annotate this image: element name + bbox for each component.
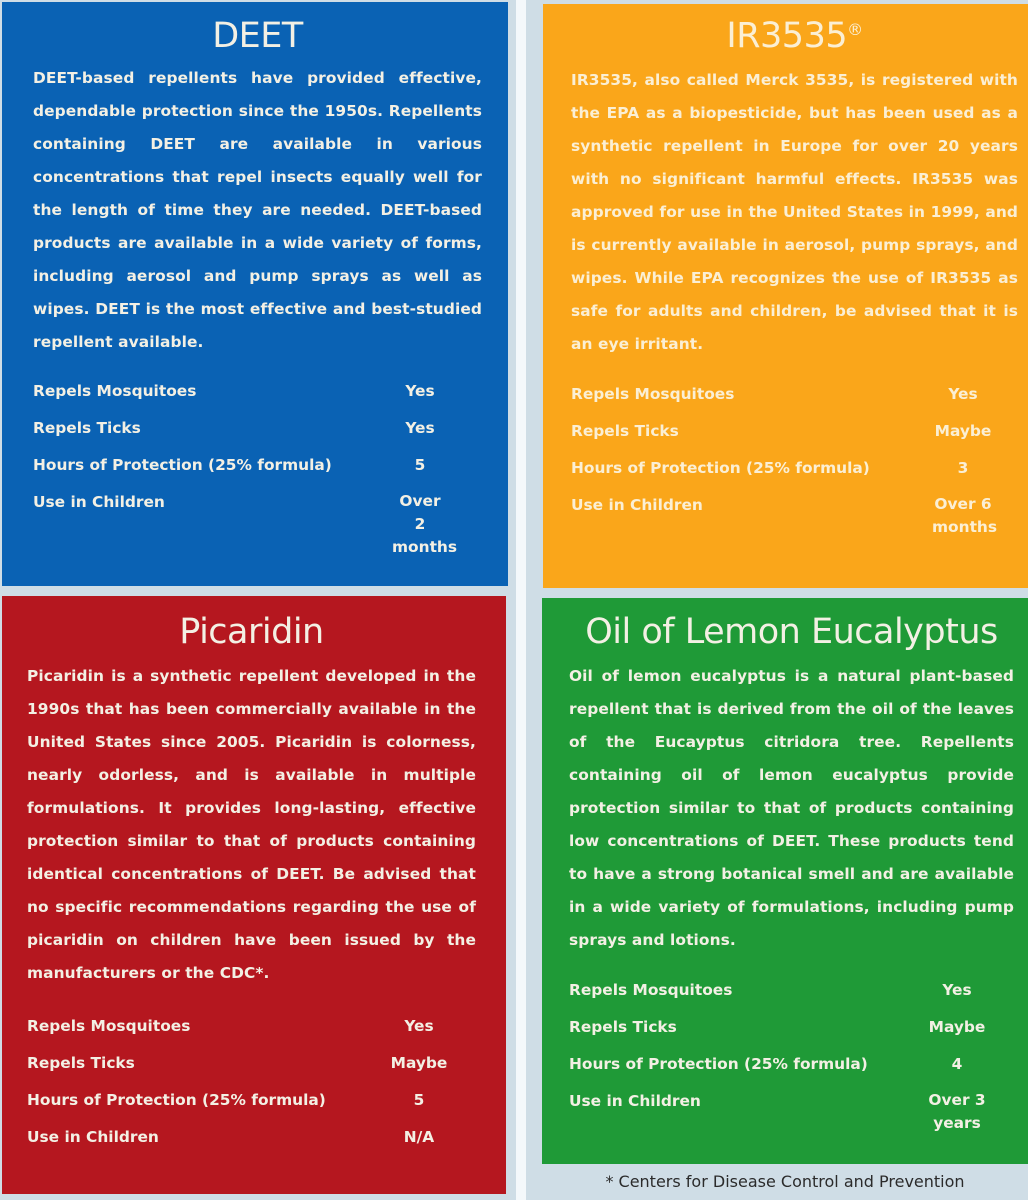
property-value: Yes <box>405 382 435 400</box>
property-row <box>33 447 482 484</box>
property-row <box>569 1046 1014 1083</box>
panel-picaridin <box>2 596 506 1194</box>
property-value: 5 <box>413 1091 425 1109</box>
property-value: Maybe <box>934 422 992 440</box>
property-value: 5 <box>414 456 426 474</box>
property-row <box>569 1083 1014 1135</box>
panel-description: Picaridin is a synthetic repellent developed in the 1990s that has been commercially available in the United States since 2005. Picaridin is colorness, nearly odorless, and is available in multiple formulations. It provides long-lasting, effective protection similar to that of products containing identical concentrations of DEET. Be advised that no specific recommendations regarding the use of picaridin on children have been issued by the manufacturers or the CDC*. <box>27 667 476 982</box>
property-row <box>569 972 1014 1009</box>
property-label: Hours of Protection (25% formula) <box>33 456 332 474</box>
property-label: Use in Children <box>571 496 703 514</box>
footnote: * Centers for Disease Control and Prevention <box>605 1172 965 1191</box>
property-value: 3 <box>957 459 969 477</box>
property-label: Hours of Protection (25% formula) <box>27 1091 326 1109</box>
panel-deet <box>2 2 508 586</box>
property-value: Over 2 months <box>392 492 458 556</box>
property-value: Yes <box>942 981 972 999</box>
property-row <box>27 1119 476 1156</box>
panel-title: DEET <box>212 16 303 56</box>
panel-ir3535 <box>543 4 1028 588</box>
property-row <box>27 1082 476 1119</box>
property-label: Repels Mosquitoes <box>33 382 197 400</box>
property-label: Repels Mosquitoes <box>571 385 735 403</box>
property-row <box>569 1009 1014 1046</box>
property-value: Yes <box>404 1017 434 1035</box>
properties-table <box>571 376 1018 539</box>
panel-oil-of-lemon-eucalyptus <box>542 598 1028 1164</box>
property-value: Maybe <box>390 1054 448 1072</box>
property-value: Yes <box>948 385 978 403</box>
property-value: N/A <box>403 1128 435 1146</box>
panel-description: DEET-based repellents have provided effective, dependable protection since the 1950s. Repellents containing DEET are available in various concentrations that repel insects equally well for the length of time they are needed. DEET-based products are available in a wide variety of forms, including aerosol and pump sprays as well as wipes. DEET is the most effective and best-studied repellent available. <box>33 69 482 351</box>
property-label: Use in Children <box>33 493 165 511</box>
panel-title: Picaridin <box>179 612 324 652</box>
property-label: Repels Ticks <box>27 1054 135 1072</box>
panel-description: IR3535, also called Merck 3535, is registered with the EPA as a biopesticide, but has been used as a synthetic repellent in Europe for over 20 years with no significant harmful effects. IR3535 was approved for use in the United States in 1999, and is currently available in aerosol, pump sprays, and wipes. While EPA recognizes the use of IR3535 as safe for adults and children, be advised that it is an eye irritant. <box>571 71 1018 353</box>
properties-table <box>33 373 482 559</box>
property-row <box>571 487 1018 539</box>
panel-title <box>571 16 1018 56</box>
property-row <box>33 484 482 559</box>
property-label: Use in Children <box>569 1092 701 1110</box>
properties-table <box>27 1008 476 1156</box>
property-row <box>571 376 1018 413</box>
panel-title-text: IR3535 <box>726 16 848 56</box>
property-value: Yes <box>405 419 435 437</box>
panel-description: Oil of lemon eucalyptus is a natural plant-based repellent that is derived from the oil of the leaves of the Eucayptus citridora tree. Repellents containing oil of lemon eucalyptus provide protection similar to that of products containing low concentrations of DEET. These products tend to have a strong botanical smell and are available in a wide variety of formulations, including pump sprays and lotions. <box>569 667 1014 949</box>
panel-title: Oil of Lemon Eucalyptus <box>585 612 998 652</box>
property-row <box>27 1045 476 1082</box>
divider-stripe <box>516 0 526 1200</box>
property-label: Repels Ticks <box>33 419 141 437</box>
property-label: Hours of Protection (25% formula) <box>569 1055 868 1073</box>
property-value: Over 3 years <box>928 1091 986 1132</box>
property-label: Repels Ticks <box>571 422 679 440</box>
property-label: Repels Mosquitoes <box>569 981 733 999</box>
properties-table <box>569 972 1014 1135</box>
property-value: 4 <box>951 1055 963 1073</box>
property-row <box>33 410 482 447</box>
property-row <box>33 373 482 410</box>
property-label: Use in Children <box>27 1128 159 1146</box>
property-row <box>571 450 1018 487</box>
property-label: Hours of Protection (25% formula) <box>571 459 870 477</box>
property-row <box>571 413 1018 450</box>
property-value: Over 6 months <box>932 495 998 536</box>
registered-mark: ® <box>847 20 863 39</box>
property-row <box>27 1008 476 1045</box>
property-label: Repels Ticks <box>569 1018 677 1036</box>
property-value: Maybe <box>928 1018 986 1036</box>
property-label: Repels Mosquitoes <box>27 1017 191 1035</box>
